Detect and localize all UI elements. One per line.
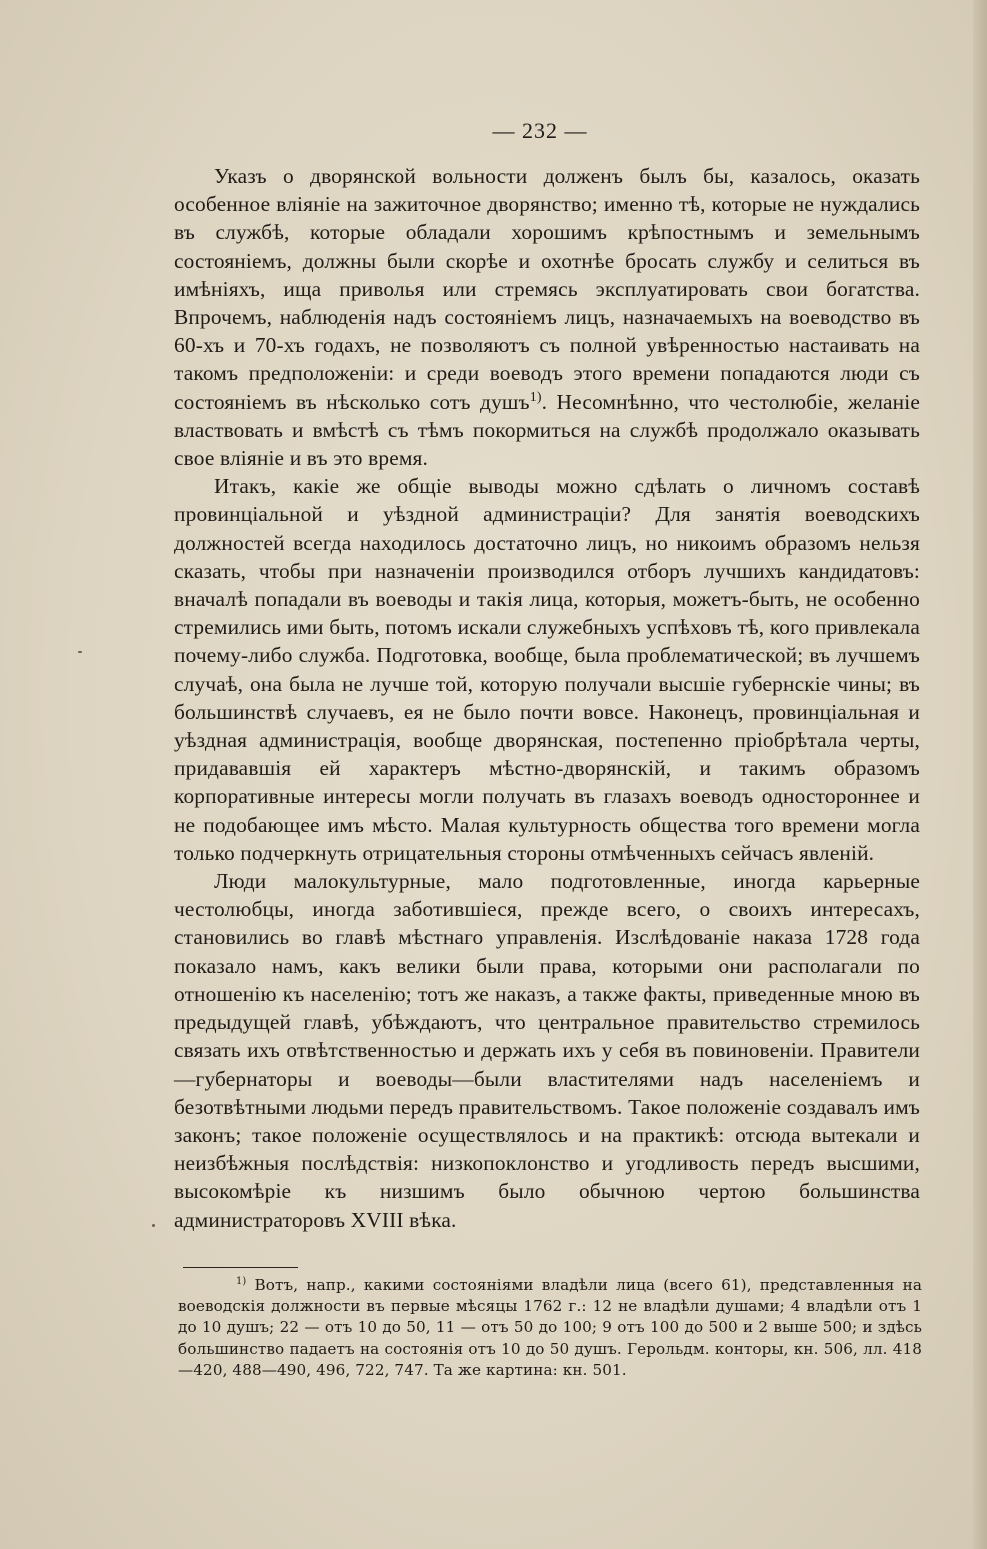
- paragraph-2: [174, 472, 920, 867]
- footnote-divider: [183, 1267, 298, 1268]
- footnote-paragraph: [178, 1275, 922, 1381]
- page-number: — 232 —: [492, 118, 588, 143]
- paragraph-2-text: Итакъ, какіе же общіе выводы можно сдѣлать о личномъ составѣ провинціальной и уѣздной администраціи? Для занятія воеводскихъ должностей всегда находилось достаточно лицъ, но никоимъ образомъ нельзя сказать, чтобы при назначеніи производился отборъ лучшихъ кандидатовъ: вначалѣ попадали въ воеводы и такія лица, которыя, можетъ-быть, не особенно стремились ими быть, потомъ искали служебныхъ успѣховъ тѣ, кого привлекала почему-либо служба. Подготовка, вообще, была проблематической; въ лучшемъ случаѣ, она была не лучше той, которую получали высшіе губернскіе чины; въ большинствѣ случаевъ, ея не было почти вовсе. Наконецъ, провинціальная и уѣздная администрація, вообще дворянская, постепенно пріобрѣтала черты, придававшія ей характеръ мѣстно-дворянскій, и такимъ образомъ корпоративные интересы могли получать въ глазахъ воеводъ одностороннее и не подобающее имъ мѣсто. Малая культурность общества того времени могла только подчеркнуть отрицательныя стороны отмѣченныхъ сейчасъ явленій.: [174, 474, 920, 865]
- paragraph-1-text-cont: . Несомнѣнно, что честолюбіе, желаніе властвовать и вмѣстѣ съ тѣмъ покормиться на службѣ продолжало оказывать свое вліяніе и въ это время.: [174, 389, 920, 471]
- paper-speck: [152, 1224, 155, 1227]
- page-edge: [973, 0, 987, 1549]
- paragraph-1-text: Указъ о дворянской вольности долженъ былъ бы, казалось, оказать особенное вліяніе на зажиточное дворянство; именно тѣ, которые не нуждались въ службѣ, которые обладали хорошимъ крѣпостнымъ и земельнымъ состояніемъ, должны были скорѣе и охотнѣе бросать службу и селиться въ имѣніяхъ, ища приволья или стремясь эксплуатировать свои богатства. Впрочемъ, наблюденія надъ состояніемъ лицъ, назначаемыхъ на воеводство въ 60-хъ и 70-хъ годахъ, не позволяютъ съ полной увѣренностью настаивать на такомъ предположеніи: и среди воеводъ этого времени попадаются люди съ состояніемъ въ нѣсколько сотъ душъ: [174, 164, 920, 414]
- footnote-mark: 1): [236, 1275, 247, 1287]
- main-text: [174, 162, 920, 1234]
- paragraph-1: [174, 162, 920, 472]
- paragraph-3: [174, 867, 920, 1234]
- footnote-reference[interactable]: 1): [529, 389, 542, 405]
- footnote: [178, 1275, 922, 1381]
- paper-speck: [78, 651, 82, 653]
- paragraph-3-text: Люди малокультурные, мало подготовленные, иногда карьерные честолюбцы, иногда заботившіеся, прежде всего, о своихъ интересахъ, становились во главѣ мѣстнаго управленія. Изслѣдованіе наказа 1728 года показало намъ, какъ велики были права, которыми они располагали по отношенію къ населенію; тотъ же наказъ, а также факты, приведенные мною въ предыдущей главѣ, убѣждаютъ, что центральное правительство стремилось связать ихъ отвѣтственностью и держать ихъ у себя въ повиновеніи. Правители—губернаторы и воеводы—были властителями надъ населеніемъ и безотвѣтными людьми передъ правительствомъ. Такое положеніе создавалъ имъ законъ; такое положеніе осуществлялось и на практикѣ: отсюда вытекали и неизбѣжныя послѣдствія: низкопоклонство и угодливость передъ высшими, высокомѣріе къ низшимъ было обычною чертою большинства администраторовъ XVIII вѣка.: [174, 869, 920, 1232]
- footnote-text: Вотъ, напр., какими состояніями владѣли лица (всего 61), представленныя на воеводскія должности въ первые мѣсяцы 1762 г.: 12 не владѣли душами; 4 владѣли отъ 1 до 10 душъ; 22 — отъ 10 до 50, 11 — отъ 50 до 100; 9 отъ 100 до 500 и 2 выше 500; и здѣсь большинство падаетъ на состоянія отъ 10 до 50 душъ. Герольдм. конторы, кн. 506, лл. 418—420, 488—490, 496, 722, 747. Та же картина: кн. 501.: [178, 1276, 922, 1379]
